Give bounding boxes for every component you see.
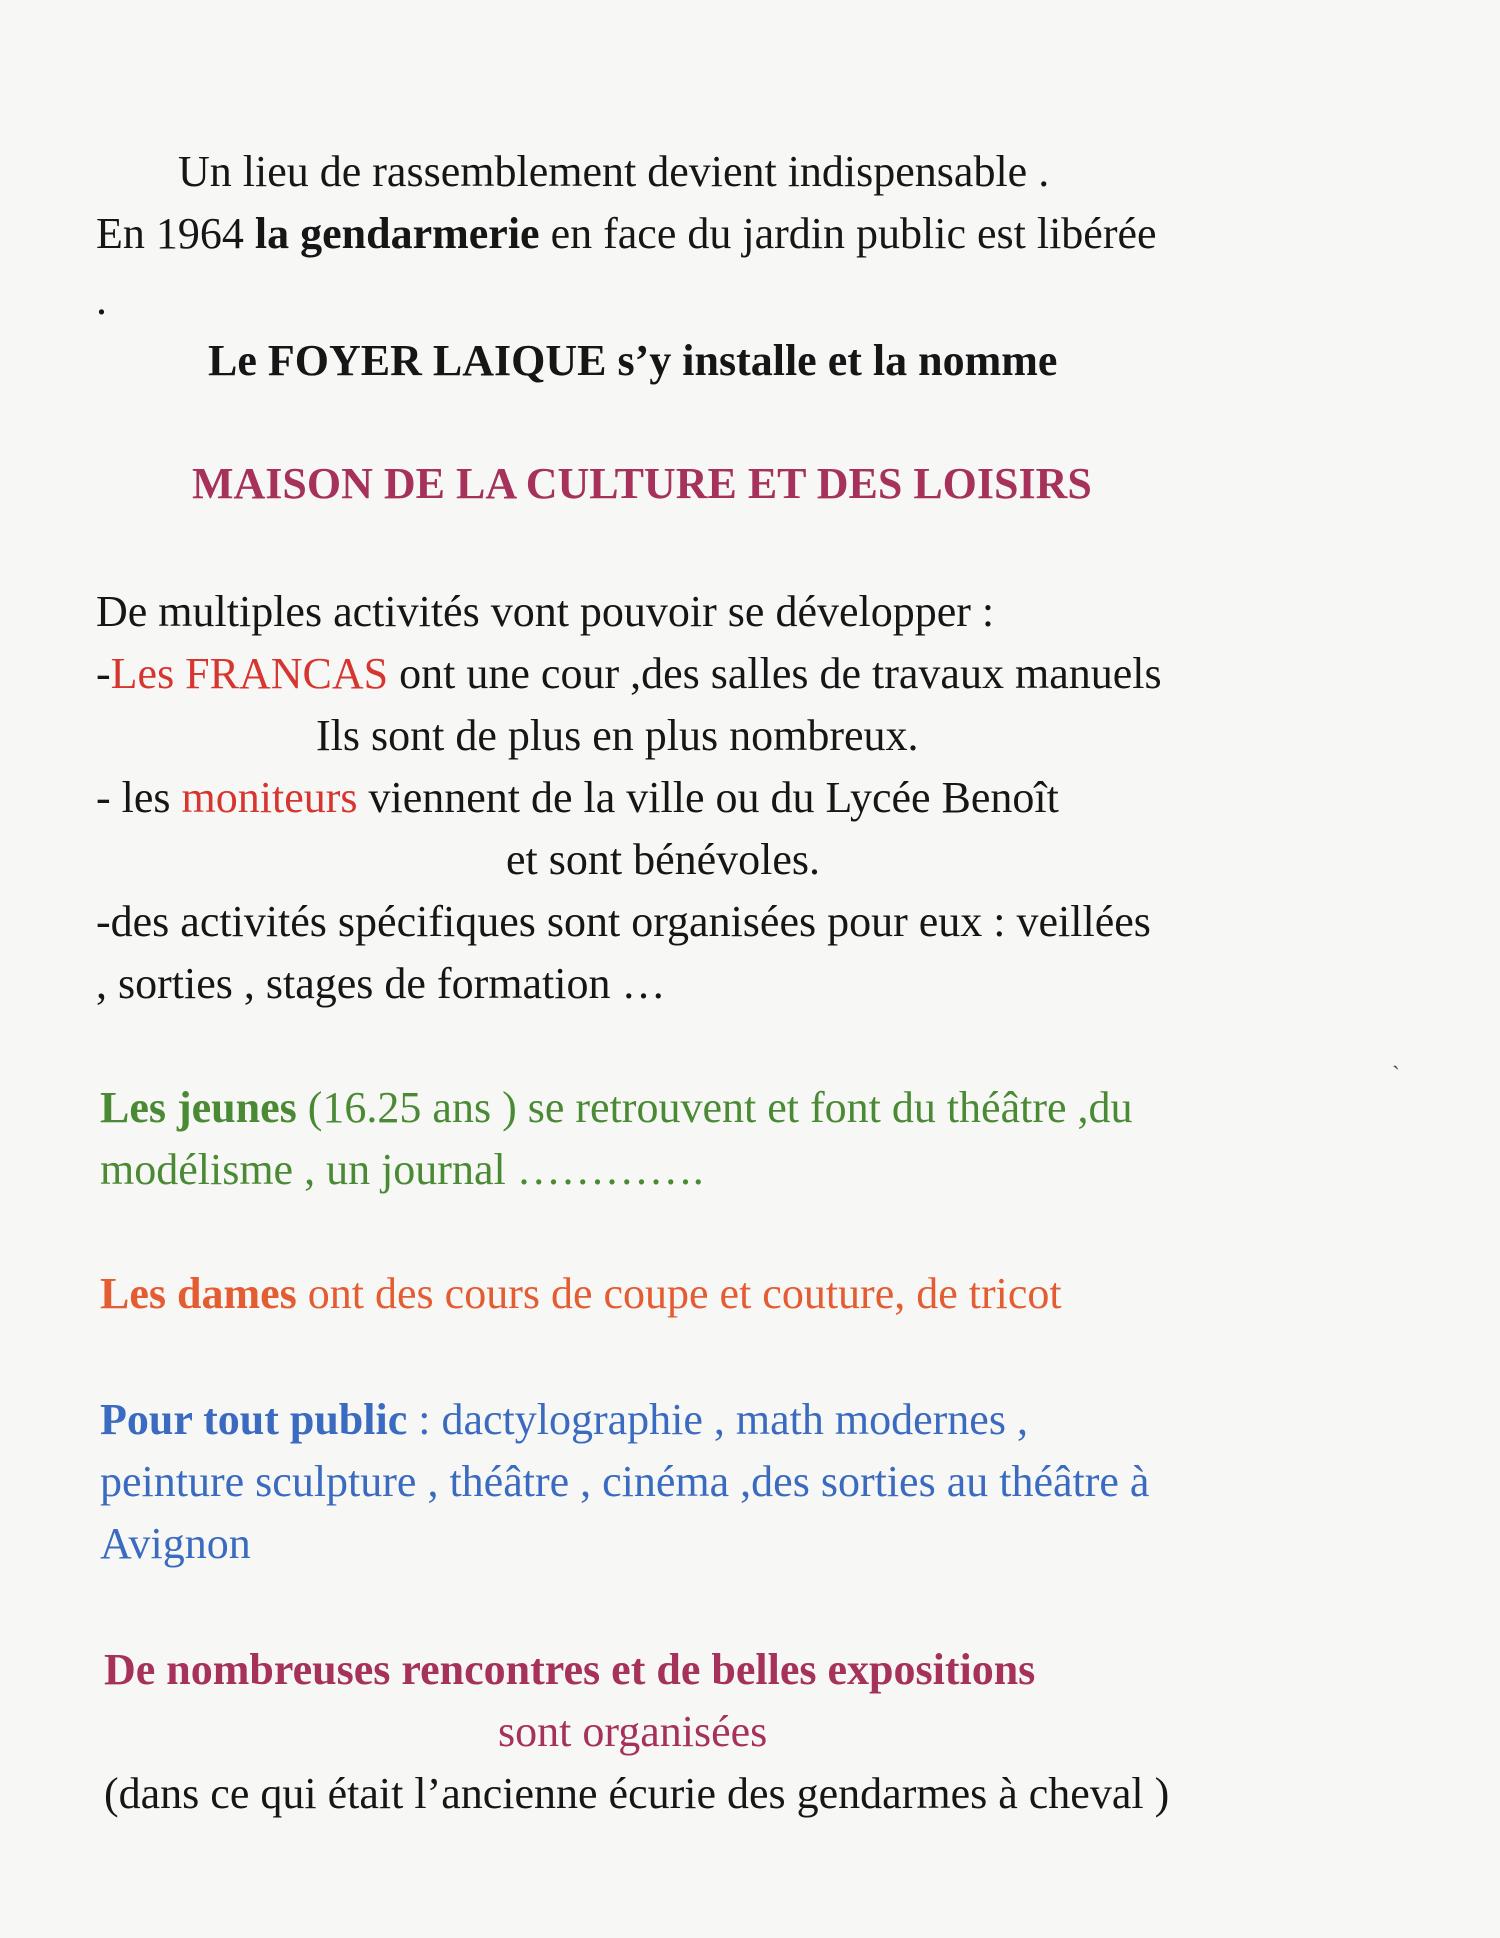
francas-line-1: [96, 649, 1162, 698]
public-line-3: Avignon: [100, 1519, 251, 1568]
jeunes-label: Les jeunes: [100, 1083, 297, 1132]
gendarmerie-text: la gendarmerie: [254, 209, 540, 258]
dames-line: [100, 1269, 1062, 1318]
public-line-2: peinture sculpture , théâtre , cinéma ,des sorties au théâtre à: [100, 1457, 1150, 1506]
activites-heading: De multiples activités vont pouvoir se développer :: [96, 587, 995, 636]
moniteurs-start: - les: [96, 773, 182, 822]
francas-dash: -: [96, 649, 111, 698]
public-line-1: [100, 1395, 1028, 1444]
specifiques-line-1: -des activités spécifiques sont organisées pour eux : veillées: [96, 897, 1151, 946]
rencontres-line-3: (dans ce qui était l’ancienne écurie des gendarmes à cheval ): [104, 1769, 1170, 1818]
intro-dot: .: [96, 275, 107, 324]
moniteurs-line-1: [96, 773, 1059, 822]
intro-line-1: Un lieu de rassemblement devient indispensable .: [178, 147, 1050, 196]
francas-label: Les FRANCAS: [110, 649, 389, 698]
rencontres-line-2: sont organisées: [498, 1707, 768, 1756]
moniteurs-line-2: et sont bénévoles.: [506, 835, 821, 884]
intro-line-2: [96, 209, 1157, 258]
moniteurs-label: moniteurs: [181, 773, 358, 822]
specifiques-line-2: , sorties , stages de formation …: [96, 959, 666, 1008]
intro-line-2-end: en face du jardin public est libérée: [539, 209, 1157, 258]
jeunes-rest: (16.25 ans ) se retrouvent et font du théâtre ,du: [296, 1083, 1133, 1132]
jeunes-line-2: modélisme , un journal ………….: [100, 1145, 704, 1194]
dames-rest: ont des cours de coupe et couture, de tricot: [296, 1269, 1062, 1318]
intro-line-2-start: En 1964: [96, 209, 255, 258]
jeunes-line-1: [100, 1083, 1133, 1132]
dames-label: Les dames: [100, 1269, 297, 1318]
stray-mark: ˋ: [1392, 1063, 1400, 1089]
foyer-line: Le FOYER LAIQUE s’y installe et la nomme: [208, 336, 1058, 385]
rencontres-line-1: De nombreuses rencontres et de belles expositions: [104, 1645, 1036, 1694]
public-label: Pour tout public: [100, 1395, 408, 1444]
public-rest: : dactylographie , math modernes ,: [407, 1395, 1028, 1444]
francas-rest: ont une cour ,des salles de travaux manuels: [388, 649, 1162, 698]
francas-line-2: Ils sont de plus en plus nombreux.: [316, 711, 919, 760]
moniteurs-rest: viennent de la ville ou du Lycée Benoît: [357, 773, 1059, 822]
maison-title: MAISON DE LA CULTURE ET DES LOISIRS: [192, 459, 1092, 508]
